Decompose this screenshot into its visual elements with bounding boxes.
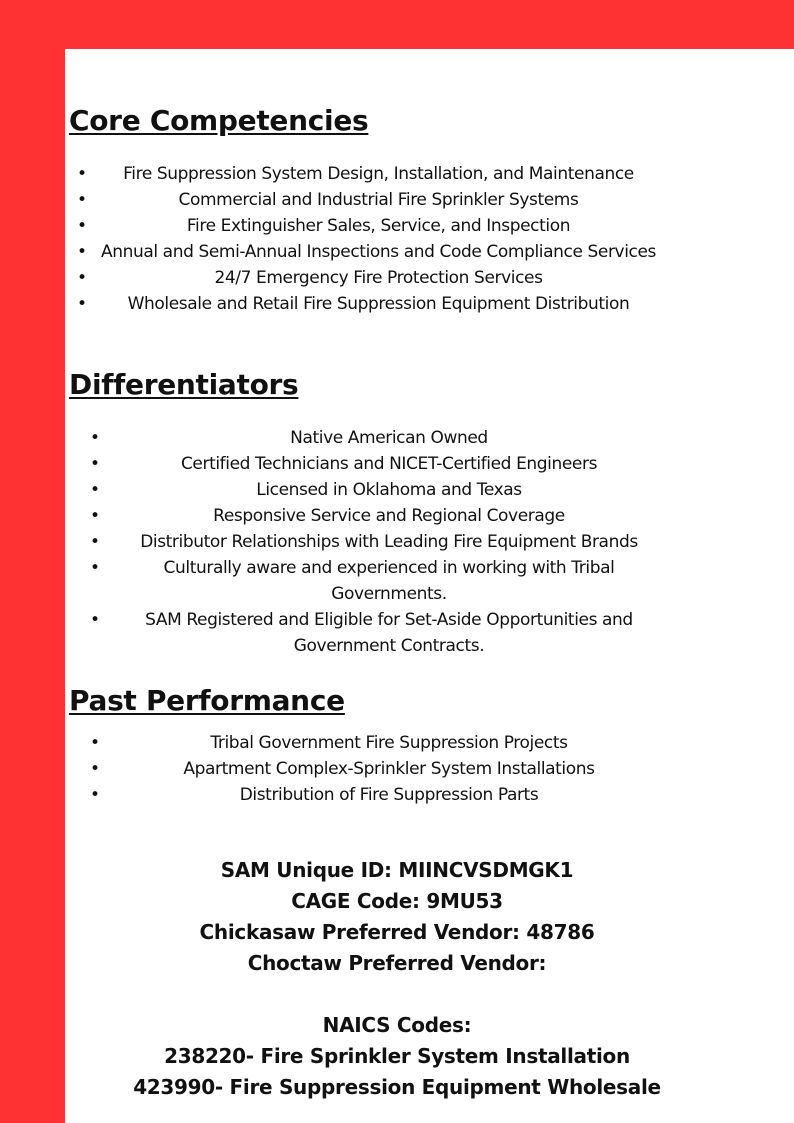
core-competencies-list	[77, 161, 662, 317]
naics-code: 238220- Fire Sprinkler System Installation	[164, 1044, 630, 1068]
list-item: • Fire Suppression System Design, Installation, and Maintenance	[77, 161, 662, 187]
list-item: • Tribal Government Fire Suppression Projects	[90, 730, 670, 756]
list-item: • Distributor Relationships with Leading Fire Equipment Brands	[90, 529, 670, 555]
list-item: • Distribution of Fire Suppression Parts	[90, 782, 670, 808]
list-item: • Wholesale and Retail Fire Suppression Equipment Distribution	[77, 291, 662, 317]
list-item: • Commercial and Industrial Fire Sprinkler Systems	[77, 187, 662, 213]
sam-unique-id: SAM Unique ID: MIINCVSDMGK1	[220, 858, 574, 882]
differentiators-list	[90, 425, 670, 659]
list-item: • Native American Owned	[90, 425, 670, 451]
top-accent-bar	[0, 0, 794, 49]
core-competencies-heading: Core Competencies	[69, 104, 369, 137]
list-item: • SAM Registered and Eligible for Set-Aside Opportunities and Government Contracts.	[90, 607, 670, 659]
list-item: • Licensed in Oklahoma and Texas	[90, 477, 670, 503]
page-content	[65, 49, 794, 1123]
choctaw-vendor: Choctaw Preferred Vendor:	[247, 951, 547, 975]
naics-heading: NAICS Codes:	[322, 1013, 472, 1037]
list-item: • Annual and Semi-Annual Inspections and Code Compliance Services	[77, 239, 662, 265]
list-item: • Fire Extinguisher Sales, Service, and Inspection	[77, 213, 662, 239]
naics-code: 423990- Fire Suppression Equipment Wholesale	[133, 1075, 661, 1099]
list-item: • Certified Technicians and NICET-Certified Engineers	[90, 451, 670, 477]
side-accent-bar	[0, 0, 65, 1123]
chickasaw-vendor: Chickasaw Preferred Vendor: 48786	[199, 920, 595, 944]
differentiators-heading: Differentiators	[69, 368, 299, 401]
list-item: • Culturally aware and experienced in working with Tribal Governments.	[90, 555, 670, 607]
list-item: • Apartment Complex-Sprinkler System Installations	[90, 756, 670, 782]
past-performance-list	[90, 730, 670, 808]
list-item: • 24/7 Emergency Fire Protection Services	[77, 265, 662, 291]
registration-ids	[65, 855, 729, 1103]
list-item: • Responsive Service and Regional Coverage	[90, 503, 670, 529]
past-performance-heading: Past Performance	[69, 684, 345, 717]
cage-code: CAGE Code: 9MU53	[291, 889, 503, 913]
ids-spacer	[65, 979, 729, 1010]
